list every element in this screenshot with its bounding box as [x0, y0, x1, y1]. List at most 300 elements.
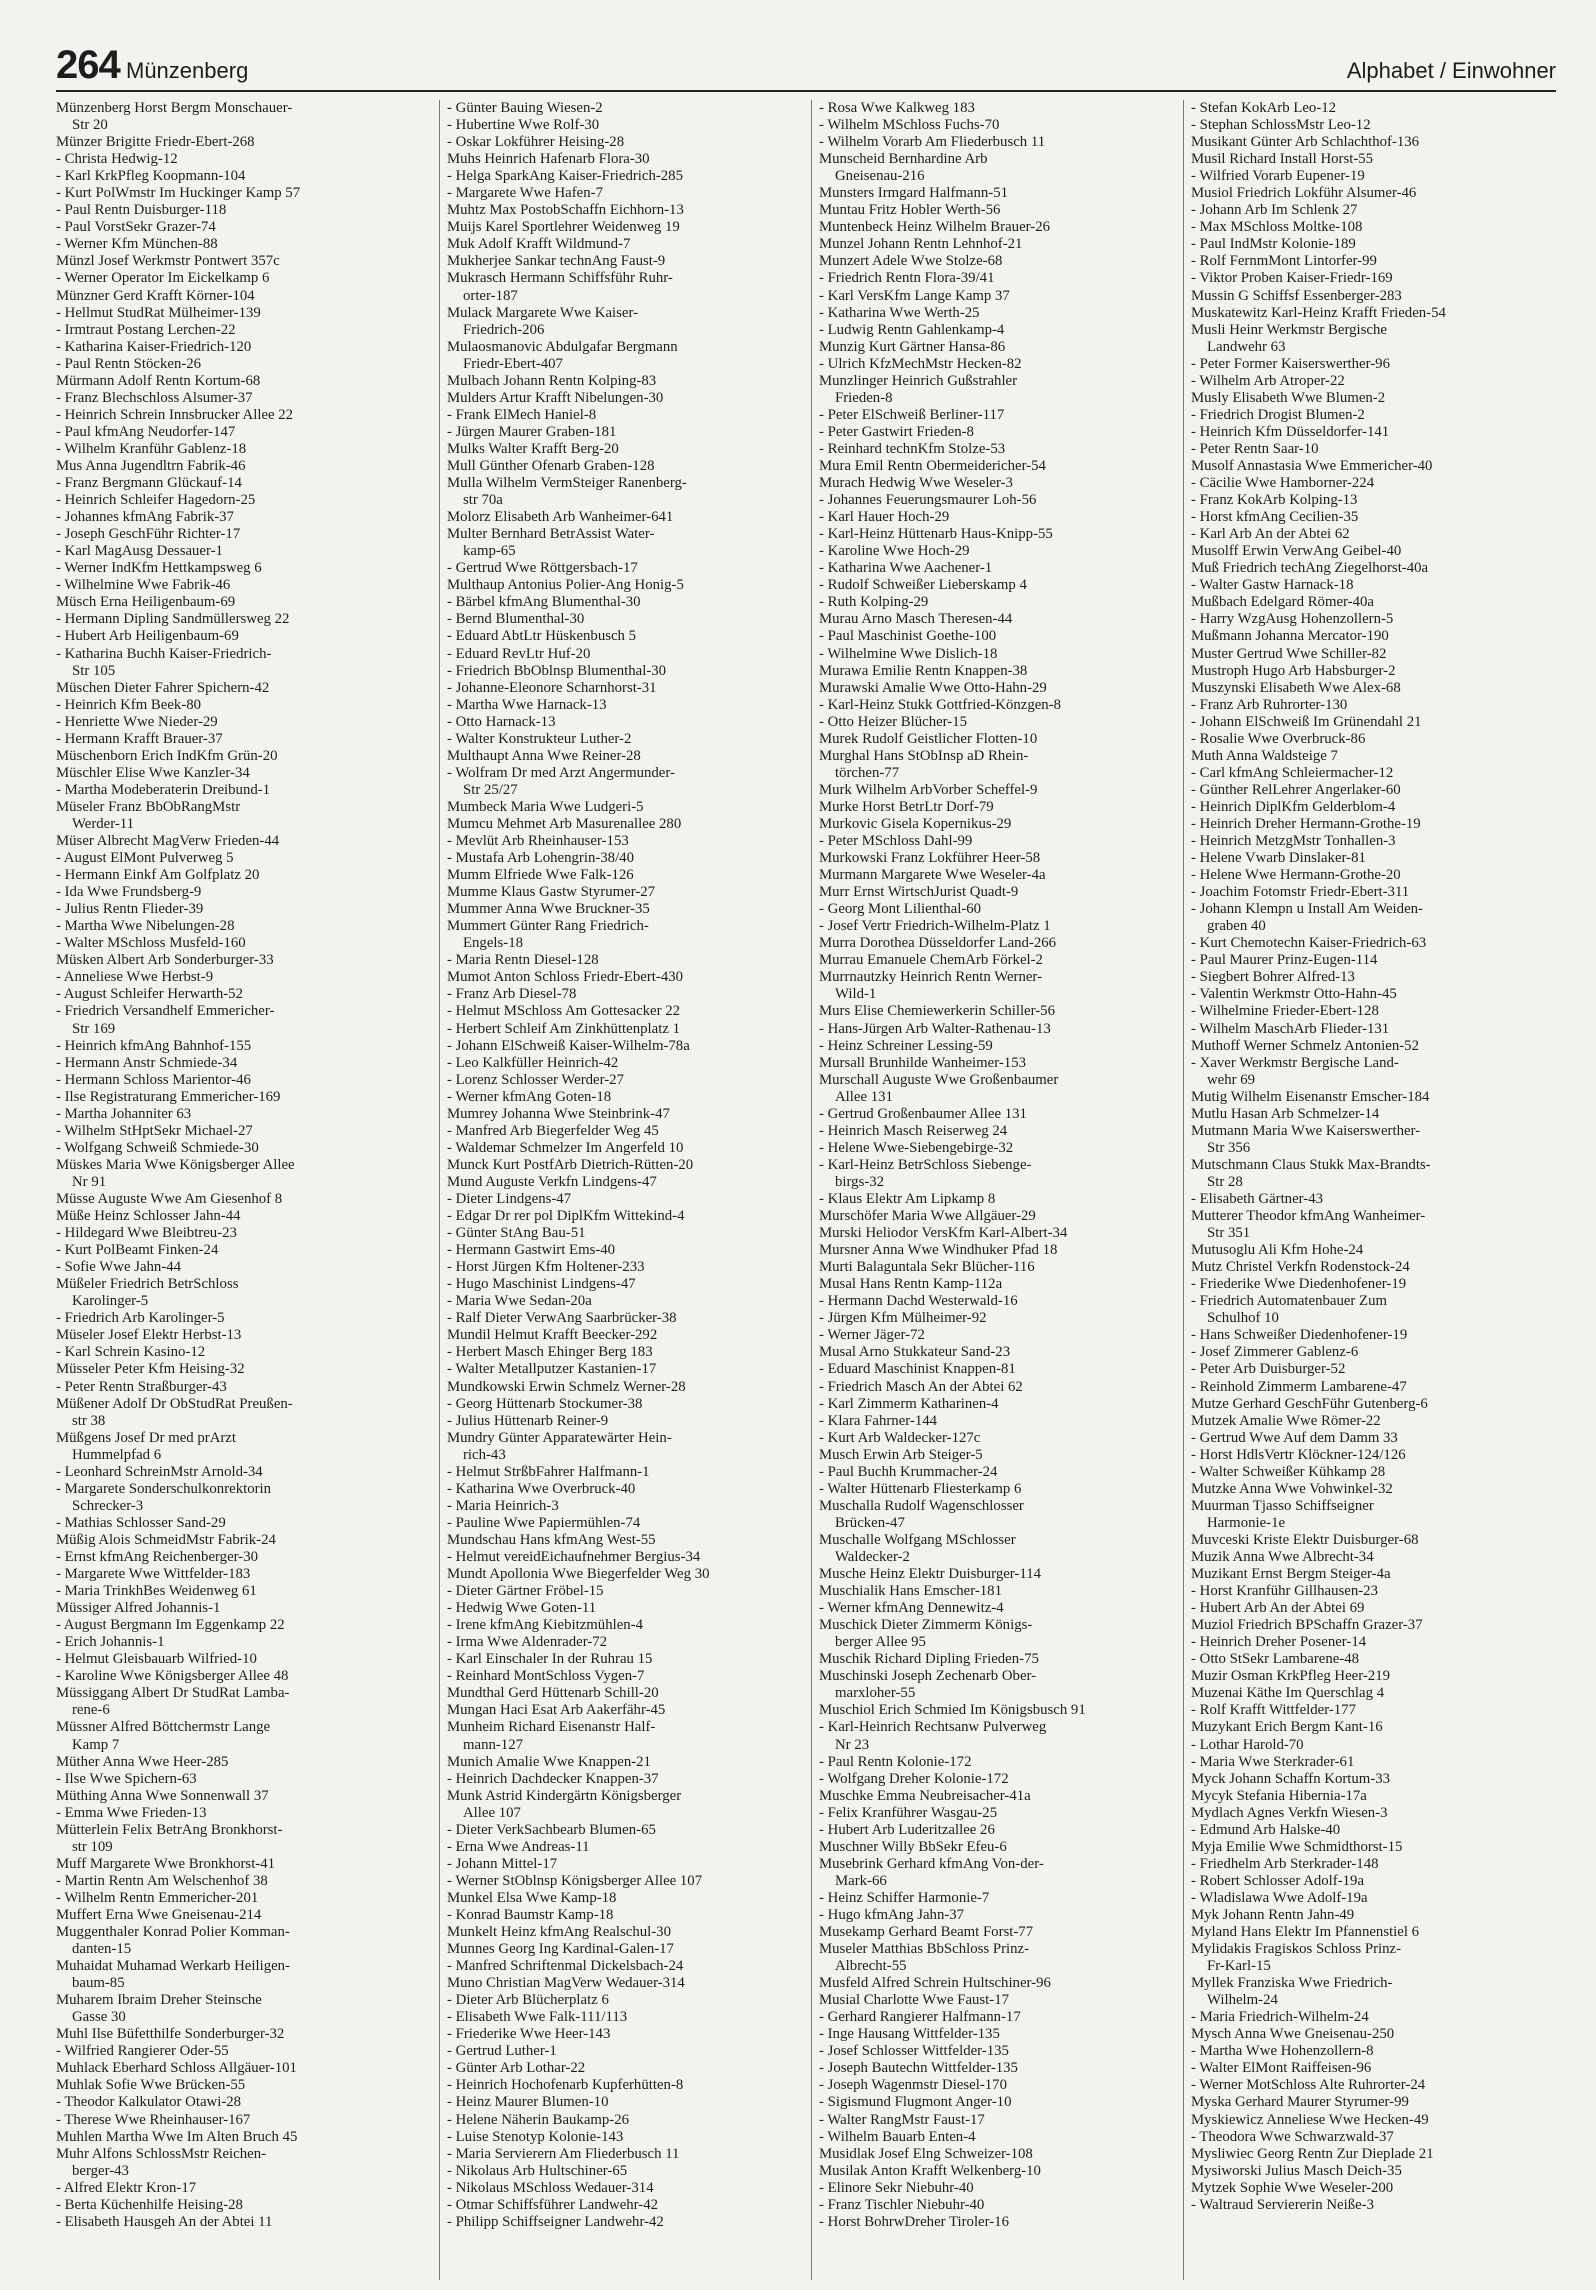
directory-entry: Mydlach Agnes Verkfn Wiesen-3 [1191, 1804, 1388, 1821]
directory-entry: Murkovic Gisela Kopernikus-29 [819, 815, 1012, 832]
column-divider [1183, 100, 1184, 2280]
directory-entry: - Karl-Heinrich Rechtsanw Pulverweg [819, 1719, 1047, 1736]
directory-entry: - Lorenz Schlosser Werder-27 [447, 1071, 624, 1088]
directory-entry: Müßener Adolf Dr ObStudRat Preußen- [56, 1395, 293, 1412]
directory-entry: - Maria Wwe Sedan-20a [447, 1293, 592, 1310]
directory-entry: - Dieter Arb Blücherplatz 6 [447, 1992, 609, 2009]
directory-entry: Myland Hans Elektr Im Pfannenstiel 6 [1191, 1924, 1420, 1941]
directory-entry: - Friedrich BbOblnsp Blumenthal-30 [447, 662, 667, 679]
directory-entry: Myja Emilie Wwe Schmidthorst-15 [1191, 1838, 1403, 1855]
directory-entry: Mundkowski Erwin Schmelz Werner-28 [447, 1378, 686, 1395]
directory-entry: Munnes Georg Ing Kardinal-Galen-17 [447, 1941, 674, 1958]
directory-entry: Murr Ernst WirtschJurist Quadt-9 [819, 884, 1019, 901]
directory-entry-continuation: wehr 69 [1207, 1071, 1256, 1088]
directory-entry-continuation: Str 351 [1207, 1225, 1251, 1242]
directory-entry: - Pauline Wwe Papiermühlen-74 [447, 1514, 641, 1531]
directory-entry-continuation: Gasse 30 [72, 2009, 126, 2026]
directory-entry: - Ulrich KfzMechMstr Hecken-82 [819, 355, 1022, 372]
directory-entry: - Heinrich kfmAng Bahnhof-155 [56, 1037, 252, 1054]
directory-entry: - Irma Wwe Aldenrader-72 [447, 1634, 608, 1651]
directory-entry-continuation: Engels-18 [463, 935, 523, 952]
directory-entry: - Katharina Buchh Kaiser-Friedrich- [56, 645, 272, 662]
directory-entry: - Xaver Werkmstr Bergische Land- [1191, 1054, 1399, 1071]
directory-entry: - Paul Buchh Krummacher-24 [819, 1463, 998, 1480]
directory-entry: Müssiggang Albert Dr StudRat Lamba- [56, 1685, 290, 1702]
directory-entry-continuation: berger-43 [72, 2162, 129, 2179]
directory-entry: - Wilfried Rangierer Oder-55 [56, 2043, 229, 2060]
directory-entry: Muharem Ibraim Dreher Steinsche [56, 1992, 262, 2009]
directory-entry: Muzik Anna Wwe Albrecht-34 [1191, 1548, 1374, 1565]
directory-entry: Multer Bernhard BetrAssist Water- [447, 526, 655, 543]
directory-entry: Multhaup Antonius Polier-Ang Honig-5 [447, 577, 684, 594]
directory-entry: - Klara Fahrner-144 [819, 1412, 938, 1429]
directory-entry-continuation: orter-187 [463, 287, 518, 304]
directory-entry: - Wilhelm Vorarb Am Fliederbusch 11 [819, 134, 1046, 151]
directory-entry: - Nikolaus Arb Hultschiner-65 [447, 2162, 628, 2179]
directory-entry: - Paul Rentn Kolonie-172 [819, 1753, 972, 1770]
directory-entry: Myck Johann Schaffn Kortum-33 [1191, 1770, 1391, 1787]
directory-entry: Mundthal Gerd Hüttenarb Schill-20 [447, 1685, 659, 1702]
directory-entry: Museler Matthias BbSchloss Prinz- [819, 1941, 1030, 1958]
directory-entry-continuation: Nr 23 [835, 1736, 870, 1753]
directory-entry-continuation: rich-43 [463, 1446, 506, 1463]
directory-entry-continuation: rene-6 [72, 1702, 110, 1719]
directory-entry: - Walter MSchloss Musfeld-160 [56, 935, 246, 952]
directory-entry: - Bernd Blumenthal-30 [447, 611, 585, 628]
directory-entry: Muhl Ilse Büfetthilfe Sonderburger-32 [56, 2026, 285, 2043]
directory-entry: - Horst Jürgen Kfm Holtener-233 [447, 1259, 645, 1276]
directory-entry: - Friederike Wwe Diedenhofener-19 [1191, 1276, 1407, 1293]
directory-entry: - Carl kfmAng Schleiermacher-12 [1191, 764, 1394, 781]
directory-entry: - Mevlüt Arb Rheinhauser-153 [447, 833, 629, 850]
directory-entry: - Hermann Schloss Marientor-46 [56, 1071, 251, 1088]
directory-entry: - Kurt Chemotechn Kaiser-Friedrich-63 [1191, 935, 1427, 952]
directory-entry: - Stephan SchlossMstr Leo-12 [1191, 117, 1371, 134]
directory-entry: - Margarete Sonderschulkonrektorin [56, 1480, 272, 1497]
directory-entry: - Elisabeth Gärtner-43 [1191, 1191, 1324, 1207]
directory-entry: - Hermann Anstr Schmiede-34 [56, 1054, 238, 1071]
directory-entry: - Eduard AbtLtr Hüskenbusch 5 [447, 628, 637, 645]
directory-entry: - Peter Gastwirt Frieden-8 [819, 423, 974, 440]
directory-entry: Müßgens Josef Dr med prArzt [56, 1429, 236, 1446]
directory-entry: - Anneliese Wwe Herbst-9 [56, 969, 214, 986]
directory-entry: - Paul Maurer Prinz-Eugen-114 [1191, 952, 1378, 969]
directory-entry: Muschner Willy BbSekr Efeu-6 [819, 1838, 1007, 1855]
directory-entry: Müschen Dieter Fahrer Spichern-42 [56, 679, 270, 696]
directory-entry: Müser Albrecht MagVerw Frieden-44 [56, 833, 280, 850]
directory-entry: - Eduard RevLtr Huf-20 [447, 645, 591, 662]
directory-entry-continuation: marxloher-55 [835, 1685, 916, 1702]
directory-entry: Mycyk Stefania Hibernia-17a [1191, 1787, 1367, 1804]
directory-entry: - Hellmut StudRat Mülheimer-139 [56, 304, 261, 321]
directory-entry: - Peter Arb Duisburger-52 [1191, 1361, 1346, 1378]
directory-entry: Musche Heinz Elektr Duisburger-114 [819, 1566, 1042, 1583]
directory-entry: Munzlinger Heinrich Gußstrahler [819, 372, 1018, 389]
directory-entry: Mysiworski Julius Masch Deich-35 [1191, 2162, 1402, 2179]
directory-entry: - Paul VorstSekr Grazer-74 [56, 219, 216, 236]
directory-entry-continuation: Str 356 [1207, 1139, 1251, 1156]
directory-entry: Musilak Anton Krafft Welkenberg-10 [819, 2162, 1041, 2179]
directory-entry: - Wilhelmine Wwe Fabrik-46 [56, 577, 231, 594]
directory-entry: - Philipp Schiffseigner Landwehr-42 [447, 2213, 664, 2230]
directory-entry: Mulla Wilhelm VermSteiger Ranenberg- [447, 475, 687, 492]
directory-entry: Mumot Anton Schloss Friedr-Ebert-430 [447, 969, 684, 986]
directory-entry: Mungan Haci Esat Arb Aakerfähr-45 [447, 1702, 666, 1719]
directory-entry: - Elisabeth Wwe Falk-111/113 [447, 2009, 628, 2026]
directory-entry: Mummert Günter Rang Friedrich- [447, 918, 649, 935]
running-title: Münzenberg [126, 58, 249, 83]
directory-entry: - Gertrud Wwe Auf dem Damm 33 [1191, 1429, 1398, 1446]
directory-entry: Mus Anna Jugendltrn Fabrik-46 [56, 457, 246, 474]
directory-entry: - Waldemar Schmelzer Im Angerfeld 10 [447, 1139, 684, 1156]
directory-entry: Mursall Brunhilde Wanheimer-153 [819, 1054, 1026, 1071]
directory-entry: Mundry Günter Apparatewärter Hein- [447, 1429, 672, 1446]
directory-entry: - Otmar Schiffsführer Landwehr-42 [447, 2196, 659, 2213]
directory-entry: - Walter Hüttenarb Fliesterkamp 6 [819, 1480, 1022, 1497]
directory-entry: Müße Heinz Schlosser Jahn-44 [56, 1208, 241, 1225]
directory-entry-continuation: str 109 [72, 1838, 113, 1855]
directory-entry: Muß Friedrich techAng Ziegelhorst-40a [1191, 560, 1429, 577]
directory-entry: - Julius Hüttenarb Reiner-9 [447, 1412, 609, 1429]
directory-entry: - Horst Kranführ Gillhausen-23 [1191, 1583, 1378, 1600]
directory-entry: - Nikolaus MSchloss Wedauer-314 [447, 2179, 654, 2196]
directory-entry: - Josef Vertr Friedrich-Wilhelm-Platz 1 [819, 918, 1051, 935]
directory-entry: - Johann ElSchweiß Kaiser-Wilhelm-78a [447, 1037, 690, 1054]
directory-entry: Murach Hedwig Wwe Weseler-3 [819, 475, 1013, 492]
directory-entry: Munheim Richard Eisenanstr Half- [447, 1719, 656, 1736]
directory-entry: Muth Anna Waldsteige 7 [1191, 747, 1338, 764]
directory-entry: - Friedrich Arb Karolinger-5 [56, 1310, 225, 1327]
directory-column-2 [447, 100, 804, 2231]
directory-entry: - Günter StAng Bau-51 [447, 1225, 586, 1242]
directory-entry: - Hermann Krafft Brauer-37 [56, 730, 223, 747]
directory-entry: Muschik Richard Dipling Frieden-75 [819, 1651, 1039, 1668]
directory-entry: - Mathias Schlosser Sand-29 [56, 1514, 226, 1531]
directory-entry: - Heinrich Schleifer Hagedorn-25 [56, 492, 256, 509]
directory-entry: - Karl Einschaler In der Ruhrau 15 [447, 1651, 653, 1668]
directory-entry-continuation: Schulhof 10 [1207, 1310, 1279, 1327]
directory-entry: - Katharina Kaiser-Friedrich-120 [56, 338, 252, 355]
directory-entry: Muhlak Sofie Wwe Brücken-55 [56, 2077, 246, 2094]
directory-entry: Munzel Johann Rentn Lehnhof-21 [819, 236, 1023, 253]
directory-entry: - Gerhard Rangierer Halfmann-17 [819, 2009, 1021, 2026]
directory-entry: Muthoff Werner Schmelz Antonien-52 [1191, 1037, 1419, 1054]
directory-entry: - Gertrud Wwe Röttgersbach-17 [447, 560, 638, 577]
directory-entry: - Katharina Wwe Overbruck-40 [447, 1480, 636, 1497]
directory-entry: - Werner Kfm München-88 [56, 236, 218, 253]
directory-entry: - Luise Stenotyp Kolonie-143 [447, 2128, 624, 2145]
directory-entry-continuation: graben 40 [1207, 918, 1266, 935]
directory-entry: - Günter Bauing Wiesen-2 [447, 100, 603, 116]
directory-entry: - Horst kfmAng Cecilien-35 [1191, 509, 1359, 526]
directory-entry: - Eduard Maschinist Knappen-81 [819, 1361, 1016, 1378]
directory-entry: Musikant Günter Arb Schlachthof-136 [1191, 134, 1420, 151]
directory-entry: Müther Anna Wwe Heer-285 [56, 1753, 229, 1770]
directory-entry: - Werner MotSchloss Alte Ruhrorter-24 [1191, 2077, 1426, 2094]
directory-entry: - Ralf Dieter VerwAng Saarbrücker-38 [447, 1310, 677, 1327]
directory-entry: Mutzke Anna Wwe Vohwinkel-32 [1191, 1480, 1393, 1497]
directory-entry: Müseler Franz BbObRangMstr [56, 798, 241, 815]
directory-entry: Musil Richard Install Horst-55 [1191, 151, 1374, 168]
directory-entry: - Helmut MSchloss Am Gottesacker 22 [447, 1003, 681, 1020]
directory-entry: Muno Christian MagVerw Wedauer-314 [447, 1975, 685, 1992]
directory-entry: Mulks Walter Krafft Berg-20 [447, 440, 619, 457]
directory-entry: - Heinrich Dreher Posener-14 [1191, 1634, 1367, 1651]
directory-entry: Musolff Erwin VerwAng Geibel-40 [1191, 543, 1402, 560]
directory-entry: - Elinore Sekr Niebuhr-40 [819, 2179, 974, 2196]
directory-entry: Murrnautzky Heinrich Rentn Werner- [819, 969, 1042, 986]
directory-entry-continuation: Frieden-8 [835, 389, 893, 406]
directory-entry: - Viktor Proben Kaiser-Friedr-169 [1191, 270, 1393, 287]
directory-entry: Müthing Anna Wwe Sonnenwall 37 [56, 1787, 269, 1804]
directory-entry: - Friedrich Drogist Blumen-2 [1191, 406, 1365, 423]
directory-entry: Mürmann Adolf Rentn Kortum-68 [56, 372, 261, 389]
directory-entry: - Hugo kfmAng Jahn-37 [819, 1906, 965, 1923]
directory-entry: - Wilhelm MaschArb Flieder-131 [1191, 1020, 1390, 1037]
directory-entry-continuation: Fr-Karl-15 [1207, 1958, 1271, 1975]
directory-entry: - Mustafa Arb Lohengrin-38/40 [447, 850, 634, 867]
directory-entry: - Sofie Wwe Jahn-44 [56, 1259, 182, 1276]
directory-entry: - Georg Mont Lilienthal-60 [819, 901, 982, 918]
directory-entry: Myska Gerhard Maurer Styrumer-99 [1191, 2094, 1409, 2111]
directory-entry: - Peter ElSchweiß Berliner-117 [819, 406, 1005, 423]
directory-entry: Murmann Margarete Wwe Weseler-4a [819, 867, 1046, 884]
directory-entry: Mustroph Hugo Arb Habsburger-2 [1191, 662, 1396, 679]
directory-entry: Mura Emil Rentn Obermeidericher-54 [819, 457, 1046, 474]
directory-entry: - Siegbert Bohrer Alfred-13 [1191, 969, 1355, 986]
directory-entry: - Karl VersKfm Lange Kamp 37 [819, 287, 1010, 304]
directory-entry: - Karl KrkPfleg Koopmann-104 [56, 168, 246, 185]
directory-entry: Muschke Emma Neubreisacher-41a [819, 1787, 1031, 1804]
directory-entry: - Rosa Wwe Kalkweg 183 [819, 100, 975, 116]
directory-entry: - Therese Wwe Rheinhauser-167 [56, 2111, 251, 2128]
directory-entry-continuation: kamp-65 [463, 543, 516, 560]
directory-entry: - Hedwig Wwe Goten-11 [447, 1600, 597, 1617]
directory-entry: Murschall Auguste Wwe Großenbaumer [819, 1071, 1059, 1088]
directory-entry: Muschalla Rudolf Wagenschlosser [819, 1497, 1024, 1514]
directory-entry: - Otto Heizer Blücher-15 [819, 713, 968, 730]
directory-entry: - Hermann Gastwirt Ems-40 [447, 1242, 616, 1259]
directory-entry: - Margarete Wwe Hafen-7 [447, 185, 603, 202]
directory-entry: Mutusoglu Ali Kfm Hohe-24 [1191, 1242, 1364, 1259]
directory-entry-continuation: Landwehr 63 [1207, 338, 1286, 355]
directory-entry: Mütterlein Felix BetrAng Bronkhorst- [56, 1821, 283, 1838]
directory-entry: - Berta Küchenhilfe Heising-28 [56, 2196, 243, 2213]
directory-column-3 [819, 100, 1176, 2231]
directory-entry: - Dieter Gärtner Fröbel-15 [447, 1583, 604, 1600]
directory-entry: - Helmut vereidEichaufnehmer Bergius-34 [447, 1548, 701, 1565]
directory-entry: - Sigismund Flugmont Anger-10 [819, 2094, 1012, 2111]
directory-entry: Mundt Apollonia Wwe Biegerfelder Weg 30 [447, 1566, 710, 1583]
directory-entry-continuation: Str 25/27 [463, 781, 518, 798]
directory-entry: - Werner Jäger-72 [819, 1327, 925, 1344]
directory-entry: Münzner Gerd Krafft Körner-104 [56, 287, 255, 304]
directory-entry: - Helene Wwe Hermann-Grothe-20 [1191, 867, 1401, 884]
directory-entry-continuation: birgs-32 [835, 1173, 885, 1190]
directory-entry: - Friedhelm Arb Sterkrader-148 [1191, 1855, 1379, 1872]
directory-entry: - Joachim Fotomstr Friedr-Ebert-311 [1191, 884, 1410, 901]
directory-entry: - Maria TrinkhBes Weidenweg 61 [56, 1583, 257, 1600]
directory-entry: - Hubert Arb An der Abtei 69 [1191, 1600, 1365, 1617]
directory-entry: - Frank ElMech Haniel-8 [447, 406, 597, 423]
directory-entry: Mumcu Mehmet Arb Masurenallee 280 [447, 815, 682, 832]
directory-entry: Mutzek Amalie Wwe Römer-22 [1191, 1412, 1381, 1429]
directory-entry: - Josef Zimmerer Gablenz-6 [1191, 1344, 1359, 1361]
directory-entry: - Edgar Dr rer pol DiplKfm Wittekind-4 [447, 1208, 685, 1225]
directory-entry: Muziol Friedrich BPSchaffn Grazer-37 [1191, 1617, 1423, 1634]
directory-entry: Mull Günther Ofenarb Graben-128 [447, 457, 655, 474]
directory-entry: - Walter Metallputzer Kastanien-17 [447, 1361, 657, 1378]
directory-entry: - Peter Rentn Saar-10 [1191, 440, 1319, 457]
directory-entry: Müßeler Friedrich BetrSchloss [56, 1276, 239, 1293]
directory-entry: - Karl Schrein Kasino-12 [56, 1344, 206, 1361]
directory-entry: - Rudolf Schweißer Lieberskamp 4 [819, 577, 1027, 594]
directory-entry: - Peter MSchloss Dahl-99 [819, 833, 973, 850]
directory-entry: - Manfred Schriftenmal Dickelsbach-24 [447, 1958, 684, 1975]
directory-entry: - Wolfgang Schweiß Schmiede-30 [56, 1139, 259, 1156]
directory-entry-continuation: mann-127 [463, 1736, 523, 1753]
directory-entry: - Reinhard MontSchloss Vygen-7 [447, 1668, 645, 1685]
directory-entry: - Helene Vwarb Dinslaker-81 [1191, 850, 1366, 867]
directory-entry: - Joseph GeschFühr Richter-17 [56, 526, 241, 543]
directory-entry: - Helga SparkAng Kaiser-Friedrich-285 [447, 168, 683, 185]
directory-entry: Mumrey Johanna Wwe Steinbrink-47 [447, 1105, 670, 1122]
directory-column-1 [56, 100, 431, 2231]
directory-entry-continuation: str 70a [463, 492, 503, 509]
directory-entry: Musebrink Gerhard kfmAng Von-der- [819, 1855, 1044, 1872]
directory-entry: Muskatewitz Karl-Heinz Krafft Frieden-54 [1191, 304, 1446, 321]
page-number: 264 [56, 43, 120, 87]
directory-entry: - Hermann Einkf Am Golfplatz 20 [56, 867, 260, 884]
directory-entry: - Margarete Wwe Wittfelder-183 [56, 1566, 251, 1583]
directory-entry: - Wilhelm Bauarb Enten-4 [819, 2128, 976, 2145]
directory-entry: - Hans Schweißer Diedenhofener-19 [1191, 1327, 1408, 1344]
directory-entry: Muzykant Erich Bergm Kant-16 [1191, 1719, 1383, 1736]
directory-entry: - Josef Schlosser Wittfelder-135 [819, 2043, 1009, 2060]
directory-entry: - Horst HdlsVertr Klöckner-124/126 [1191, 1446, 1406, 1463]
directory-entry: Müseler Josef Elektr Herbst-13 [56, 1327, 242, 1344]
directory-entry: Murkowski Franz Lokführer Heer-58 [819, 850, 1041, 867]
directory-entry: Mutterer Theodor kfmAng Wanheimer- [1191, 1208, 1426, 1225]
directory-entry: Muzir Osman KrkPfleg Heer-219 [1191, 1668, 1390, 1685]
directory-entry: Musidlak Josef Elng Schweizer-108 [819, 2145, 1033, 2162]
directory-entry: - Franz Blechschloss Alsumer-37 [56, 389, 253, 406]
directory-entry: - Henriette Wwe Nieder-29 [56, 713, 218, 730]
directory-entry: - Johann ElSchweiß Im Grünendahl 21 [1191, 713, 1422, 730]
directory-entry-continuation: Kamp 7 [72, 1736, 120, 1753]
directory-entry: - Valentin Werkmstr Otto-Hahn-45 [1191, 986, 1397, 1003]
directory-entry-continuation: Allee 131 [835, 1088, 893, 1105]
directory-entry: - Helene Näherin Baukamp-26 [447, 2111, 630, 2128]
directory-entry: Myllek Franziska Wwe Friedrich- [1191, 1975, 1393, 1992]
directory-entry: - Ruth Kolping-29 [819, 594, 929, 611]
directory-entry: - Christa Hedwig-12 [56, 151, 178, 168]
directory-entry: - Günther RelLehrer Angerlaker-60 [1191, 781, 1401, 798]
directory-entry: - Bärbel kfmAng Blumenthal-30 [447, 594, 641, 611]
directory-entry: - Irene kfmAng Kiebitzmühlen-4 [447, 1617, 643, 1634]
directory-entry: Musekamp Gerhard Beamt Forst-77 [819, 1924, 1034, 1941]
directory-entry: Munkel Elsa Wwe Kamp-18 [447, 1889, 617, 1906]
directory-entry: Molorz Elisabeth Arb Wanheimer-641 [447, 509, 674, 526]
directory-entry: - Walter Gastw Harnack-18 [1191, 577, 1354, 594]
directory-entry: Mulders Artur Krafft Nibelungen-30 [447, 389, 664, 406]
directory-entry: - Heinrich MetzgMstr Tonhallen-3 [1191, 833, 1396, 850]
directory-entry: - Paul kfmAng Neudorfer-147 [56, 423, 236, 440]
directory-entry: Musli Heinr Werkmstr Bergische [1191, 321, 1387, 338]
directory-entry: - Otto Harnack-13 [447, 713, 556, 730]
directory-entry: Munkelt Heinz kfmAng Realschul-30 [447, 1924, 671, 1941]
directory-entry: Munzig Kurt Gärtner Hansa-86 [819, 338, 1006, 355]
directory-entry: - Cäcilie Wwe Hamborner-224 [1191, 475, 1375, 492]
directory-entry: - Robert Schlosser Adolf-19a [1191, 1872, 1365, 1889]
directory-entry: - Rosalie Wwe Overbruck-86 [1191, 730, 1366, 747]
directory-entry: Mumme Klaus Gastw Styrumer-27 [447, 884, 656, 901]
directory-entry: - Franz KokArb Kolping-13 [1191, 492, 1358, 509]
directory-entry: - Ida Wwe Frundsberg-9 [56, 884, 202, 901]
directory-entry: - Heinrich Kfm Düsseldorfer-141 [1191, 423, 1390, 440]
directory-entry: Mußmann Johanna Mercator-190 [1191, 628, 1389, 645]
directory-entry: - August Schleifer Herwarth-52 [56, 986, 243, 1003]
directory-entry: Munich Amalie Wwe Knappen-21 [447, 1753, 651, 1770]
directory-entry: Murek Rudolf Geistlicher Flotten-10 [819, 730, 1038, 747]
directory-entry: Münzl Josef Werkmstr Pontwert 357c [56, 253, 280, 270]
directory-entry: Mutz Christel Verkfn Rodenstock-24 [1191, 1259, 1410, 1276]
directory-entry: - Kurt Arb Waldecker-127c [819, 1429, 981, 1446]
directory-entry: - Wilhelm StHptSekr Michael-27 [56, 1122, 253, 1139]
directory-entry: - Rolf Krafft Wittfelder-177 [1191, 1702, 1356, 1719]
directory-entry-continuation: Harmonie-1e [1207, 1514, 1286, 1531]
directory-entry: - Maria Heinrich-3 [447, 1497, 559, 1514]
directory-entry: Muhs Heinrich Hafenarb Flora-30 [447, 151, 650, 168]
directory-entry: - Martha Modeberaterin Dreibund-1 [56, 781, 271, 798]
directory-entry: Munk Astrid Kindergärtn Königsberger [447, 1787, 682, 1804]
directory-entry: - Gertrud Luther-1 [447, 2043, 557, 2060]
directory-entry: - Dieter VerkSachbearb Blumen-65 [447, 1821, 656, 1838]
directory-entry-continuation: Friedr-Ebert-407 [463, 355, 563, 372]
directory-entry: - Konrad Baumstr Kamp-18 [447, 1906, 614, 1923]
directory-entry: - Hubert Arb Luderitzallee 26 [819, 1821, 995, 1838]
directory-entry-continuation: Str 105 [72, 662, 116, 679]
directory-entry: - Wilfried Vorarb Eupener-19 [1191, 168, 1365, 185]
directory-entry: - Katharina Wwe Werth-25 [819, 304, 980, 321]
directory-entry: Musial Charlotte Wwe Faust-17 [819, 1992, 1010, 2009]
directory-entry: Murawa Emilie Rentn Knappen-38 [819, 662, 1028, 679]
directory-entry: Mutlu Hasan Arb Schmelzer-14 [1191, 1105, 1380, 1122]
directory-entry: Muzikant Ernst Bergm Steiger-4a [1191, 1566, 1391, 1583]
directory-entry: Mundschau Hans kfmAng West-55 [447, 1531, 656, 1548]
directory-entry: Mulack Margarete Wwe Kaiser- [447, 304, 639, 321]
directory-entry: Mytzek Sophie Wwe Weseler-200 [1191, 2179, 1394, 2196]
directory-entry: Müschler Elise Wwe Kanzler-34 [56, 764, 250, 781]
directory-entry: - Martha Wwe Hohenzollern-8 [1191, 2043, 1374, 2060]
directory-entry: - Julius Rentn Flieder-39 [56, 901, 204, 918]
directory-entry: Mursner Anna Wwe Windhuker Pfad 18 [819, 1242, 1058, 1259]
directory-entry-continuation: Karolinger-5 [72, 1293, 149, 1310]
directory-entry: Mummer Anna Wwe Bruckner-35 [447, 901, 650, 918]
directory-entry: Mundil Helmut Krafft Beecker-292 [447, 1327, 658, 1344]
directory-entry: Muhtz Max PostobSchaffn Eichhorn-13 [447, 202, 684, 219]
directory-entry: Musly Elisabeth Wwe Blumen-2 [1191, 389, 1386, 406]
directory-entry: - Joseph Wagenmstr Diesel-170 [819, 2077, 1007, 2094]
directory-entry: - Paul Maschinist Goethe-100 [819, 628, 997, 645]
directory-entry: - Heinz Schiffer Harmonie-7 [819, 1889, 990, 1906]
directory-entry: - Reinhard technKfm Stolze-53 [819, 440, 1006, 457]
directory-entry-continuation: Schrecker-3 [72, 1497, 144, 1514]
directory-entry: - Maria Servierern Am Fliederbusch 11 [447, 2145, 680, 2162]
directory-entry: - Dieter Lindgens-47 [447, 1191, 572, 1207]
directory-entry: Murs Elise Chemiewerkerin Schiller-56 [819, 1003, 1055, 1020]
directory-entry: Munscheid Bernhardine Arb [819, 151, 988, 168]
